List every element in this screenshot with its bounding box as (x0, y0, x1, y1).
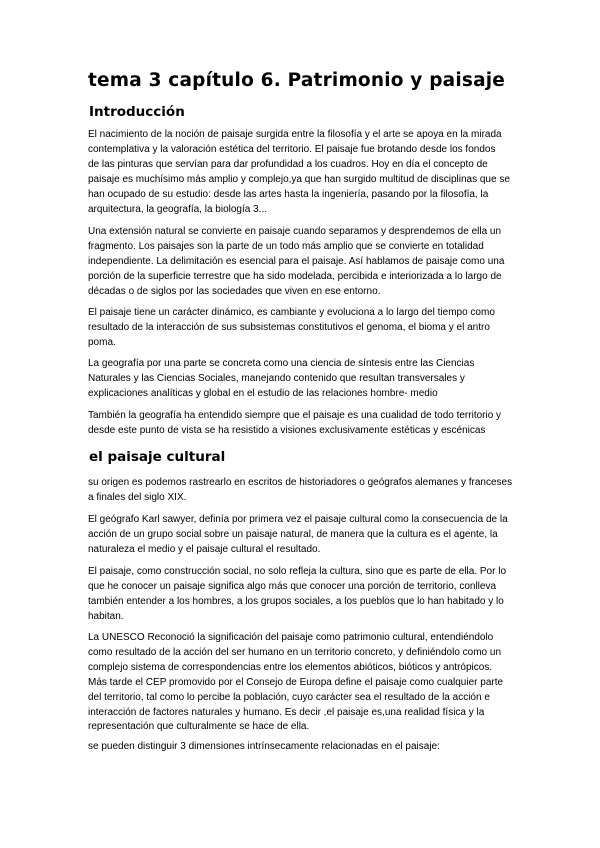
paragraph-cultural-line: naturaleza el medio y el paisaje cultural el resultado. (88, 543, 321, 555)
paragraph-intro-line: fragmento. Los paisajes son la parte de un todo más amplio que se convierte en totalidad (88, 240, 484, 252)
paragraph-intro-line: décadas o de siglos por las sociedades que viven en ese entorno. (88, 285, 381, 297)
paragraph-cultural-line: su origen es podemos rastrearlo en escritos de historiadores o geógrafos alemanes y franceses (88, 477, 513, 488)
paragraph-cultural-line: también entender a los hombres, a los grupos sociales, a los pueblos que lo han habitado y lo (88, 595, 504, 607)
paragraph-cultural-line: que he conocer un paisaje significa algo más que conocer una porción de territorio, conlleva (88, 580, 497, 592)
paragraph-intro-line: independiente. La delimitación es esencial para el paisaje. Así hablamos de paisaje como una (88, 255, 505, 267)
paragraph-intro-line: paisaje es muchísimo más amplio y complejo,ya que han surgido multitud de disciplinas que se (88, 173, 510, 185)
paragraph-intro-3 (88, 306, 520, 351)
paragraph-intro-5 (88, 409, 520, 439)
paragraph-cultural-line: Más tarde el CEP promovido por el Consejo de Europa define el paisaje como cualquier parte (88, 676, 504, 688)
paragraph-intro-4 (88, 357, 520, 402)
paragraph-intro-line: poma. (88, 336, 116, 348)
paragraph-cultural-line: se pueden distinguir 3 dimensiones intrínsecamente relacionadas en el paisaje: (88, 741, 440, 752)
paragraph-cultural-line: acción de un grupo social sobre un paisaje natural, de manera que la cultura es el agente, la (88, 528, 498, 540)
paragraph-intro-line: El nacimiento de la noción de paisaje surgida entre la filosofía y el arte se apoya en la mirada (88, 129, 502, 140)
paragraph-intro-line: arquitectura, la geografía, la biología 3... (88, 203, 268, 215)
paragraph-intro-line: El paisaje tiene un carácter dinámico, es cambiante y evoluciona a lo largo del tiempo como (88, 307, 495, 318)
paragraph-cultural-line: como resultado de la acción del ser humano en un territorio concreto, y definiéndolo como un (88, 646, 502, 658)
paragraph-intro-2 (88, 225, 520, 300)
paragraph-cultural-line: del territorio, tal como lo percibe la población, cuyo carácter sea el resultado de la acción e (88, 691, 490, 703)
paragraph-intro-line: contemplativa y la valoración estética del territorio. El paisaje fue brotando desde los fondos (88, 143, 496, 155)
paragraph-cultural-4 (88, 631, 520, 735)
paragraph-cultural-1 (88, 476, 520, 506)
paragraph-cultural-line: complejo sistema de correspondencias entre los elementos abióticos, bióticos y antrópicos. (88, 661, 493, 673)
paragraph-intro-line: porción de la superficie terrestre que ha sido modelada, percibida e interiorizada a lo largo de (88, 270, 502, 282)
paragraph-cultural-line: representación que culturalmente se hace de ella. (88, 721, 310, 733)
paragraph-intro-line: de las pinturas que servían para dar profundidad a los cuadros. Hoy en día el concepto de (88, 158, 488, 170)
paragraph-cultural-line: interacción de factores naturales y humano. Es decir ,el paisaje es,una realidad física y la (88, 706, 485, 718)
paragraph-intro-line: Una extensión natural se convierte en paisaje cuando separamos y desprendemos de ella un (88, 226, 502, 237)
paragraph-cultural-line: habitan. (88, 610, 124, 622)
paragraph-cultural-line: El geógrafo Karl sawyer, definía por primera vez el paisaje cultural como la consecuencia de la (88, 514, 508, 525)
paragraph-intro-line: También la geografía ha entendido siempre que el paisaje es una cualidad de todo territorio y (88, 410, 502, 421)
paragraph-intro-line: desde este punto de vista se ha resistido a visiones exclusivamente estéticas y escénicas (88, 424, 486, 436)
paragraph-intro-line: resultado de la interacción de sus subsistemas constitutivos el genoma, el bioma y el antro (88, 321, 490, 333)
paragraph-intro-line: han ocupado de su estudio: desde las artes hasta la ingeniería, pasando por la filosofía, la (88, 188, 489, 200)
section-heading-introduccion: Introducción (89, 104, 185, 120)
paragraph-intro-1 (88, 128, 520, 217)
paragraph-cultural-line: La UNESCO Reconoció la significación del paisaje como patrimonio cultural, entendiéndolo (88, 632, 494, 643)
paragraph-cultural-5 (88, 740, 520, 755)
paragraph-cultural-2 (88, 513, 520, 558)
paragraph-cultural-line: a finales del siglo XIX. (88, 491, 187, 503)
section-heading-paisaje-cultural: el paisaje cultural (89, 449, 226, 465)
paragraph-cultural-line: El paisaje, como construcción social, no solo refleja la cultura, sino que es parte de ella. Por lo (88, 566, 507, 577)
paragraph-intro-line: Naturales y las Ciencias Sociales, manejando contenido que resultan transversales y (88, 372, 465, 384)
paragraph-intro-line: La geografía por una parte se concreta como una ciencia de síntesis entre las Ciencias (88, 358, 475, 369)
paragraph-cultural-3 (88, 565, 520, 625)
page-title: tema 3 capítulo 6. Patrimonio y paisaje (88, 70, 506, 91)
paragraph-intro-line: explicaciones analíticas y global en el estudio de las relaciones hombre- medio (88, 387, 438, 399)
